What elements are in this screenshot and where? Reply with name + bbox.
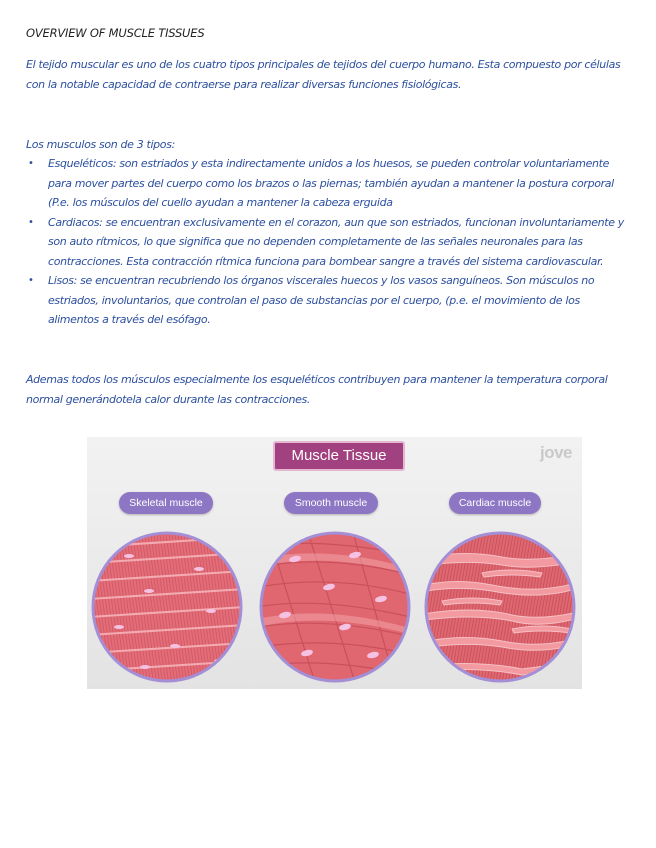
cardiac-muscle-image bbox=[422, 529, 578, 685]
cardiac-muscle-label: Cardiac muscle bbox=[449, 492, 541, 514]
list-item-skeletal bbox=[26, 154, 626, 213]
list-item-cardiac bbox=[26, 213, 626, 272]
document-title: OVERVIEW OF MUSCLE TISSUES bbox=[26, 26, 205, 40]
bullet-icon: • bbox=[28, 275, 34, 286]
types-heading: Los musculos son de 3 tipos: bbox=[26, 138, 175, 151]
list-item-smooth bbox=[26, 271, 626, 330]
skeletal-muscle-label: Skeletal muscle bbox=[119, 492, 213, 514]
muscle-types-list bbox=[26, 154, 626, 330]
intro-paragraph: El tejido muscular es uno de los cuatro tipos principales de tejidos del cuerpo humano. Esta compuesto por células con la notable capacidad de contraerse para realizar diversas funciones fisiológicas. bbox=[26, 58, 621, 91]
jove-logo: jove bbox=[539, 443, 572, 462]
list-item-text: Esqueléticos: son estriados y esta indirectamente unidos a los huesos, se pueden controlar voluntariamente para mover partes del cuerpo como los brazos o las piernas; también ayudan a mantener la postura corporal (P.e. los músculos del cuello ayudan a mantener la cabeza erguida bbox=[48, 157, 614, 209]
closing-paragraph: Ademas todos los músculos especialmente los esqueléticos contribuyen para mantener la temperatura corporal normal generándotela calor durante las contracciones. bbox=[26, 373, 608, 406]
skeletal-muscle-image bbox=[89, 529, 245, 685]
bullet-icon: • bbox=[28, 158, 34, 169]
bullet-icon: • bbox=[28, 216, 34, 228]
smooth-muscle-label: Smooth muscle bbox=[284, 492, 378, 514]
smooth-muscle-image bbox=[257, 529, 413, 685]
list-item-text: Lisos: se encuentran recubriendo los órganos viscerales huecos y los vasos sanguíneos. Son músculos no estriados, involuntarios, que controlan el paso de substancias por el cuerpo, (p.e. el movimiento de los alimentos a través del esófago. bbox=[48, 274, 595, 326]
list-item-text: Cardiacos: se encuentran exclusivamente en el corazon, aun que son estriados, funcionan involuntariamente y son auto rítmicos, lo que significa que no dependen completamente de las señales neuronales para las contracciones. Esta contracción rítmica funciona para bombear sangre a través del sistema cardiovascular. bbox=[48, 215, 624, 268]
figure-title: Muscle Tissue bbox=[273, 441, 405, 471]
muscle-tissue-figure bbox=[87, 437, 582, 689]
